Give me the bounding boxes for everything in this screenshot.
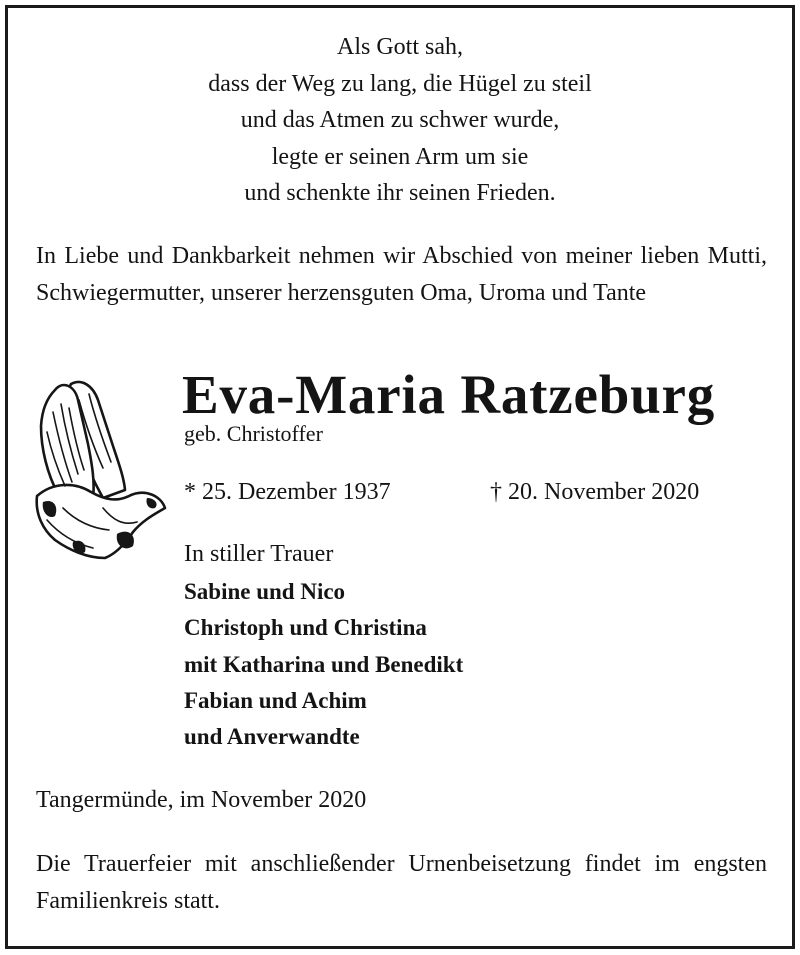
mourner-entry: Christoph und Christina <box>184 615 427 641</box>
death-date: † 20. November 2020 <box>490 479 700 505</box>
place-date: Tangermünde, im November 2020 <box>36 787 367 813</box>
mourner-entry: und Anverwandte <box>184 724 360 750</box>
mourning-label: In stiller Trauer <box>184 541 334 567</box>
ceremony-text: Die Trauerfeier mit anschließender Urnenbeisetzung findet im engsten Familienkreis statt. <box>36 851 767 914</box>
birth-date: * 25. Dezember 1937 <box>184 479 391 505</box>
poem-line: und das Atmen zu schwer wurde, <box>240 107 560 133</box>
mourner-entry: mit Katharina und Benedikt <box>184 651 464 677</box>
mourner-entry: Sabine und Nico <box>184 579 346 604</box>
deceased-name: Eva-Maria Ratzeburg <box>182 364 716 425</box>
intro-text: In Liebe und Dankbarkeit nehmen wir Abschied von meiner lieben Mutti, Schwiegermutter, unserer herzensguten Oma, Uroma und Tante <box>36 243 767 306</box>
maiden-name: geb. Christoffer <box>184 421 323 446</box>
poem <box>0 29 800 212</box>
poem-line: Als Gott sah, <box>337 34 463 60</box>
praying-hands-icon <box>33 370 168 560</box>
mourner-entry: Fabian und Achim <box>184 687 367 713</box>
poem-line: und schenkte ihr seinen Frieden. <box>244 180 556 206</box>
poem-line: legte er seinen Arm um sie <box>271 143 529 170</box>
poem-line: dass der Weg zu lang, die Hügel zu steil <box>208 70 592 97</box>
mourners-list <box>184 574 463 755</box>
